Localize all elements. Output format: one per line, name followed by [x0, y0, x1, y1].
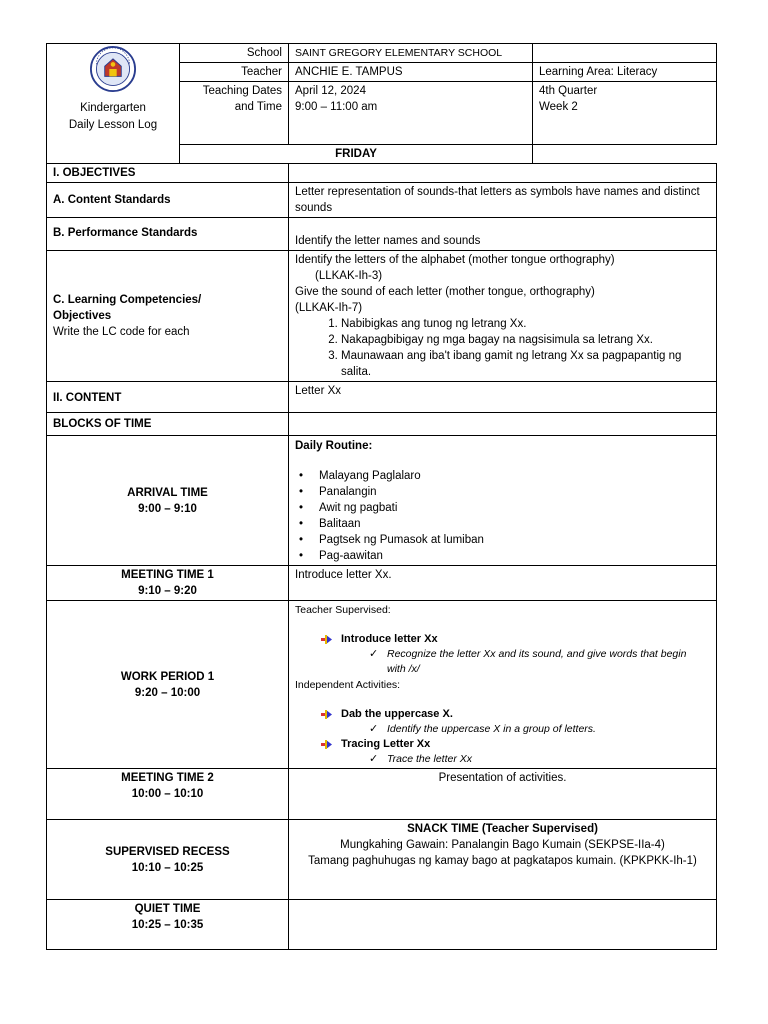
activity-1-detail	[295, 647, 710, 677]
performance-standards-value: Identify the letter names and sounds	[289, 218, 717, 251]
list-item: 3. Maunawaan ang iba't ibang gamit ng letrang Xx sa pagpapantig ng salita.	[341, 348, 710, 380]
teacher-label: Teacher	[180, 63, 289, 82]
day-header: FRIDAY	[180, 145, 533, 164]
performance-standards-label: B. Performance Standards	[47, 218, 289, 251]
quarter-week	[533, 82, 717, 145]
meeting1-time: 9:10 – 9:20	[138, 585, 197, 597]
activity-tracing-letter	[295, 737, 710, 752]
arrival-time-value	[289, 436, 717, 566]
supervised-recess-label	[47, 820, 289, 900]
activity-3-detail-text: Trace the letter Xx	[387, 753, 473, 765]
deped-seal-icon	[90, 46, 136, 92]
dates-label	[180, 82, 289, 145]
activity-3-detail	[295, 752, 710, 767]
learning-area: Learning Area: Literacy	[533, 63, 717, 82]
competencies-label-line-2: Objectives	[53, 310, 112, 322]
learning-competencies-value	[289, 251, 717, 382]
activity-dab-uppercase	[295, 707, 710, 722]
recess-line-1: Mungkahing Gawain: Panalangin Bago Kumain (SEKPSE-IIa-4)	[340, 839, 665, 851]
lesson-log-table	[46, 43, 717, 950]
meeting1-label: MEETING TIME 1	[121, 569, 214, 581]
independent-activities-label: Independent Activities:	[295, 679, 401, 691]
teacher-value: ANCHIE E. TAMPUS	[289, 63, 533, 82]
list-item: 2. Nakapagbibigay ng mga bagay na nagsisimula sa letrang Xx.	[341, 332, 710, 348]
competency-line-2: (LLKAK-Ih-3)	[315, 270, 383, 282]
checkmark-icon: ✓	[369, 723, 379, 735]
time-value: 9:00 – 11:00 am	[295, 101, 378, 113]
quiet-time: 10:25 – 10:35	[131, 919, 204, 931]
recess-label: SUPERVISED RECESS	[105, 845, 230, 858]
quiet-label: QUIET TIME	[134, 903, 201, 915]
work1-time: 9:20 – 10:00	[134, 686, 201, 699]
meeting-time-1-value: Introduce letter Xx.	[289, 566, 717, 601]
snack-time-title: SNACK TIME (Teacher Supervised)	[407, 823, 598, 835]
header-empty-cell	[533, 44, 717, 63]
activity-2-detail-text: Identify the uppercase X in a group of letters.	[387, 723, 596, 735]
activity-1-detail-text: Recognize the letter Xx and its sound, and give words that begin with /x/	[387, 648, 687, 675]
competencies-label-line-3: Write the LC code for each	[53, 326, 190, 338]
meeting2-label: MEETING TIME 2	[121, 772, 214, 784]
teacher-supervised-label: Teacher Supervised:	[295, 604, 391, 616]
arrival-time-label	[47, 436, 289, 566]
work-period-1-label	[47, 601, 289, 769]
dates-label-line-2: and Time	[234, 101, 282, 113]
colored-arrow-icon	[321, 635, 332, 644]
activity-3-title: Tracing Letter Xx	[341, 738, 431, 750]
competency-line-3: Give the sound of each letter (mother tongue, orthography)	[295, 286, 595, 298]
list-item: 1. Nabibigkas ang tunog ng letrang Xx.	[341, 316, 710, 332]
quiet-time-label	[47, 900, 289, 950]
quarter-value: 4th Quarter	[539, 85, 598, 97]
content-heading: II. CONTENT	[47, 382, 289, 413]
date-value: April 12, 2024	[295, 85, 366, 97]
blocks-value-empty	[289, 413, 717, 436]
meeting-time-2-value: Presentation of activities.	[289, 769, 717, 820]
list-item: • Pagtsek ng Pumasok at lumiban	[319, 532, 710, 548]
competency-line-4: (LLKAK-Ih-7)	[295, 302, 363, 314]
list-item: • Panalangin	[319, 484, 710, 500]
week-value: Week 2	[539, 101, 578, 113]
title-line-2: Daily Lesson Log	[68, 119, 158, 131]
content-value: Letter Xx	[289, 382, 717, 413]
meeting-time-2-label	[47, 769, 289, 820]
arrival-label: ARRIVAL TIME	[127, 486, 208, 499]
activity-1-title: Introduce letter Xx	[341, 633, 438, 645]
learning-competencies-label	[47, 251, 289, 382]
list-item: • Malayang Paglalaro	[319, 468, 710, 484]
supervised-recess-value	[289, 820, 717, 900]
school-value: SAINT GREGORY ELEMENTARY SCHOOL	[289, 44, 533, 63]
list-item: • Balitaan	[319, 516, 710, 532]
competencies-label-line-1: C. Learning Competencies/	[53, 294, 202, 306]
objectives-numbered-list	[295, 316, 710, 380]
checkmark-icon: ✓	[369, 753, 379, 765]
daily-routine-title: Daily Routine:	[295, 440, 373, 452]
objectives-value-empty	[289, 164, 717, 183]
quiet-time-value	[289, 900, 717, 950]
work-period-1-value	[289, 601, 717, 769]
day-header-gap	[533, 145, 717, 164]
recess-line-2: Tamang paghuhugas ng kamay bago at pagkatapos kumain. (KPKPKK-Ih-1)	[308, 855, 697, 867]
content-standards-value: Letter representation of sounds-that letters as symbols have names and distinct sounds	[289, 183, 717, 218]
arrival-time: 9:00 – 9:10	[138, 502, 197, 515]
activity-introduce-letter	[295, 632, 710, 647]
activity-2-title: Dab the uppercase X.	[341, 708, 453, 720]
colored-arrow-icon	[321, 740, 332, 749]
activity-2-detail	[295, 722, 710, 737]
daily-routine-list	[295, 468, 710, 564]
school-label: School	[180, 44, 289, 63]
objectives-heading: I. OBJECTIVES	[47, 164, 289, 183]
work1-label: WORK PERIOD 1	[120, 670, 215, 683]
document-title	[53, 100, 173, 134]
content-standards-label: A. Content Standards	[47, 183, 289, 218]
colored-arrow-icon	[321, 710, 332, 719]
blocks-heading: BLOCKS OF TIME	[47, 413, 289, 436]
checkmark-icon: ✓	[369, 648, 379, 660]
meeting2-time: 10:00 – 10:10	[131, 788, 204, 800]
dates-label-line-1: Teaching Dates	[202, 85, 282, 97]
list-item: • Pag-aawitan	[319, 548, 710, 564]
meeting-time-1-label	[47, 566, 289, 601]
date-time-value	[289, 82, 533, 145]
competency-line-1: Identify the letters of the alphabet (mother tongue orthography)	[295, 254, 615, 266]
list-item: • Awit ng pagbati	[319, 500, 710, 516]
recess-time: 10:10 – 10:25	[131, 861, 204, 874]
title-line-1: Kindergarten	[80, 102, 146, 114]
daily-lesson-log-sheet	[46, 43, 716, 950]
header-logo-cell	[47, 44, 180, 164]
